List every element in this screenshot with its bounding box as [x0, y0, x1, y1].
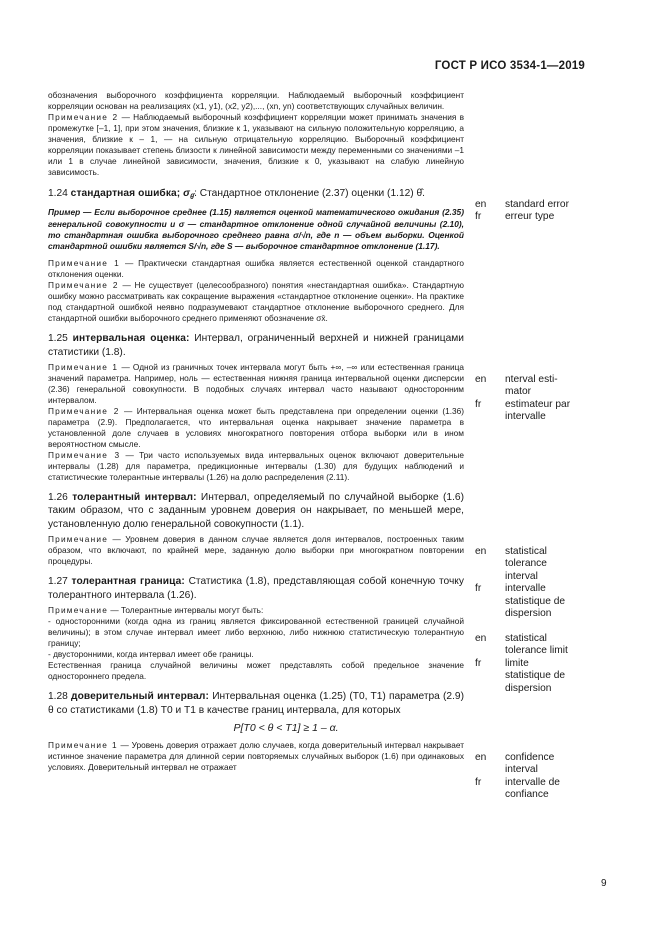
lang-code: en	[475, 199, 487, 210]
example-1-24: Пример — Если выборочное среднее (1.15) является оценкой математического ожидания (2.35) генеральной совокупности и σ — стандартное отклонение одной случайной величины (2.10), то стандартная ошибка выборочного среднего равна σ/√n, где n — объем выборки. Оценкой стандартной ошибки является S/√n, где S — выборочное стандартное отклонение (1.17).	[48, 207, 464, 252]
term-definition: Интервал, ограниченный верхней и нижней границами статистики (1.8).	[48, 333, 464, 358]
term-number: 1.25	[48, 333, 68, 345]
formula: P[T0 < θ < T1] ≥ 1 – α.	[233, 721, 339, 734]
term-fr: intervalle statistique de dispersion	[505, 583, 566, 620]
term-number: 1.26	[48, 492, 68, 504]
page-number: 9	[601, 878, 607, 889]
intro-paragraph: обозначения выборочного коэффициента корреляции. Наблюдаемый выборочный коэффициент корреляции основан на реализациях (x1, y1), (x2, y2),..., (xn, yn) соответствующих случайных величин.	[48, 90, 464, 111]
term-1-28	[48, 690, 464, 717]
equivalents-1-24	[475, 199, 615, 224]
note-1-24-1: Примечание 1 — Практически стандартная ошибка является естественной оценкой стандартного отклонения оценки.	[48, 258, 464, 280]
lang-code: en	[475, 546, 487, 557]
equivalents-1-28	[475, 752, 615, 802]
term-en: statistical tolerance interval	[505, 546, 547, 582]
term-number: 1.24	[48, 188, 68, 199]
term-fr: intervalle de confiance	[505, 776, 560, 801]
equivalents-1-27	[475, 633, 615, 695]
equivalents-1-25	[475, 374, 615, 424]
term-name: интервальная оценка:	[72, 333, 190, 345]
lang-code: fr	[475, 211, 482, 223]
lang-code: fr	[475, 657, 482, 669]
note-1-25-3: Примечание 3 — Три часто используемых вида интервальных оценок включают доверительные интервалы (1.28) для параметра, предикционные интервалы (1.30) для будущих наблюдений и статистические толерантные интервалы (1.26) на долю распределения (2.11).	[48, 450, 464, 483]
term-1-27	[48, 575, 464, 602]
lang-code: fr	[475, 776, 482, 788]
note-closing: Естественная граница случайной величины может представлять собой предельное значение одностороннего предела.	[48, 660, 464, 682]
equivalents-1-26	[475, 546, 615, 620]
note-1-25-2: Примечание 2 — Интервальная оценка может быть представлена при определении оценки (1.36) параметра (2.9). Предполагается, что интервальная оценка накрывает значение параметра в установленной доле случаев в условиях многократного повторения отбора выборки или в ином вероятностном смысле.	[48, 406, 464, 450]
lang-code: fr	[475, 583, 482, 595]
term-name: толерантная граница:	[71, 576, 185, 588]
note-1-24-2: Примечание 2 — Не существует (целесообразного) понятия «нестандартная ошибка». Стандартную ошибку можно рассматривать как сокращение выражения «стандартное отклонение оценки». На практике под стандартной ошибкой неявно подразумевают стандартное отклонение выборочного среднего. Для стандартной ошибки выборочного среднего применяют обозначение σx̄.	[48, 280, 465, 324]
term-fr: erreur type	[505, 211, 555, 223]
term-fr: estimateur par intervalle	[505, 398, 571, 423]
list-item: - односторонними (когда одна из границ является фиксированной естественной границей случайной величины); в этом случае интервал имеет либо верхнюю, либо нижнюю статистическую толерантную границу;	[48, 616, 464, 649]
term-name: стандартная ошибка;	[70, 188, 181, 199]
term-name: доверительный интервал:	[71, 691, 209, 703]
term-en: standard error	[505, 199, 569, 210]
term-number: 1.27	[48, 576, 68, 588]
term-1-24	[48, 187, 464, 204]
note-1-25-1: Примечание 1 — Одной из граничных точек интервала могут быть +∞, –∞ или естественная граница значений параметра. Например, ноль — естественная нижняя граница интервальной оценки дисперсии (2.36) генеральной совокупности. В подобных случаях интервал часто называют односторонним интервалом.	[48, 362, 465, 406]
term-definition: : Стандартное отклонение (2.37) оценки (1.12) θ̂.	[194, 188, 425, 199]
term-1-25	[48, 332, 464, 359]
lang-code: en	[475, 633, 487, 644]
term-number: 1.28	[48, 691, 68, 703]
term-en: confidence interval	[505, 752, 555, 776]
term-en: nterval esti- mator	[505, 374, 558, 398]
main-column	[48, 90, 464, 773]
list-item: - двусторонними, когда интервал имеет обе границы.	[48, 649, 254, 660]
term-definition: Интервальная оценка (1.25) (T0, T1) параметра (2.9) θ со статистиками (1.8) T0 и T1 в качестве границ интервала, для которых	[48, 691, 464, 716]
intro-note-2	[48, 112, 464, 178]
term-definition: Статистика (1.8), представляющая собой конечную точку толерантного интервала (1.26).	[48, 576, 464, 601]
term-en: statistical tolerance limit	[505, 633, 568, 657]
note-text: — Наблюдаемый выборочный коэффициент корреляции может принимать значения в промежутке [–1, 1], при этом значения, близкие к 1, указывают на сильную положительную корреляцию, а значения, близкие к – 1, — на сильную отрицательную корреляцию. Выборочный коэффициент корреляции показывает степень близости к линейной зависимости между переменными со значениями –1 или 1 в случае линейной зависимости, значения, близкие к 0, указывают на слабую линейную зависимость.	[48, 112, 464, 177]
lang-code: fr	[475, 398, 482, 410]
note-1-27: Примечание — Толерантные интервалы могут быть:	[48, 605, 264, 616]
term-fr: limite statistique de dispersion	[505, 657, 566, 694]
term-1-26	[48, 491, 464, 531]
term-name: толерантный интервал:	[72, 492, 197, 504]
note-1-28-1: Примечание 1 — Уровень доверия отражает долю случаев, когда доверительный интервал накрывает истинное значение параметра для длинной серии повторяемых случайных выборок (1.6) при одинаковых условиях. Доверительный интервал не отражает	[48, 739, 465, 772]
lang-code: en	[475, 752, 487, 763]
term-definition: Интервал, определяемый по случайной выборке (1.6) таким образом, что с заданным уровнем доверия он накрывает, по меньшей мере, установленную долю генеральной совокупности (1.1).	[48, 492, 464, 530]
lang-code: en	[475, 374, 487, 385]
document-header: ГОСТ Р ИСО 3534-1—2019	[434, 60, 585, 72]
term-symbol: $\sigma_{\thetâ}$	[183, 188, 195, 202]
note-label: Примечание 2	[48, 112, 119, 122]
note-1-26: Примечание — Уровнем доверия в данном случае является доля интервалов, построенных таким образом, что включают, по крайней мере, заданную долю выборки при многократном повторении процедуры.	[48, 534, 464, 567]
